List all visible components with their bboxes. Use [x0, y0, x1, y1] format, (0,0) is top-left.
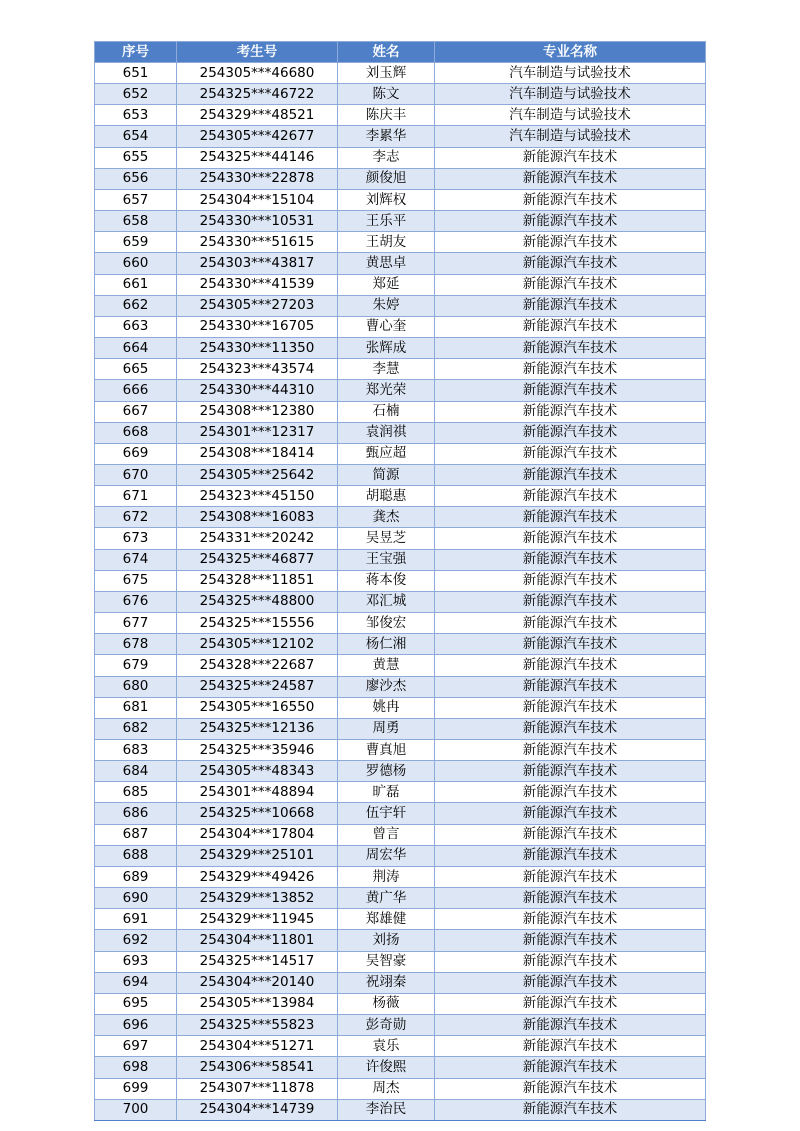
cell-name: 周杰	[338, 1078, 435, 1099]
table-row	[95, 993, 706, 1014]
cell-serial-number: 678	[95, 634, 177, 655]
table-row	[95, 486, 706, 507]
cell-major: 新能源汽车技术	[435, 528, 706, 549]
cell-serial-number: 689	[95, 866, 177, 887]
table-row	[95, 1099, 706, 1120]
cell-name: 杨薇	[338, 993, 435, 1014]
table-row	[95, 570, 706, 591]
cell-major: 新能源汽车技术	[435, 824, 706, 845]
cell-name: 祝翊秦	[338, 972, 435, 993]
cell-name: 刘扬	[338, 930, 435, 951]
cell-major: 新能源汽车技术	[435, 613, 706, 634]
cell-candidate-number: 254329***25101	[177, 845, 338, 866]
table-row	[95, 824, 706, 845]
cell-name: 曹真旭	[338, 740, 435, 761]
cell-candidate-number: 254330***11350	[177, 338, 338, 359]
cell-major: 新能源汽车技术	[435, 443, 706, 464]
cell-name: 许俊熙	[338, 1057, 435, 1078]
table-row	[95, 189, 706, 210]
cell-name: 胡聪惠	[338, 486, 435, 507]
cell-name: 周勇	[338, 718, 435, 739]
cell-candidate-number: 254330***16705	[177, 316, 338, 337]
cell-candidate-number: 254305***12102	[177, 634, 338, 655]
cell-name: 陈文	[338, 84, 435, 105]
cell-name: 张辉成	[338, 338, 435, 359]
header-candidate-number: 考生号	[177, 42, 338, 63]
cell-major: 新能源汽车技术	[435, 464, 706, 485]
cell-name: 石楠	[338, 401, 435, 422]
cell-major: 新能源汽车技术	[435, 211, 706, 232]
cell-major: 新能源汽车技术	[435, 274, 706, 295]
cell-candidate-number: 254308***12380	[177, 401, 338, 422]
cell-serial-number: 663	[95, 316, 177, 337]
cell-serial-number: 662	[95, 295, 177, 316]
cell-candidate-number: 254304***14739	[177, 1099, 338, 1120]
cell-name: 颜俊旭	[338, 168, 435, 189]
cell-serial-number: 665	[95, 359, 177, 380]
cell-serial-number: 675	[95, 570, 177, 591]
cell-major: 新能源汽车技术	[435, 507, 706, 528]
cell-candidate-number: 254331***20242	[177, 528, 338, 549]
cell-candidate-number: 254325***15556	[177, 613, 338, 634]
cell-serial-number: 652	[95, 84, 177, 105]
cell-serial-number: 669	[95, 443, 177, 464]
table-row	[95, 803, 706, 824]
cell-serial-number: 693	[95, 951, 177, 972]
cell-candidate-number: 254308***16083	[177, 507, 338, 528]
cell-candidate-number: 254305***13984	[177, 993, 338, 1014]
cell-candidate-number: 254325***10668	[177, 803, 338, 824]
cell-candidate-number: 254330***41539	[177, 274, 338, 295]
table-row	[95, 909, 706, 930]
cell-name: 李慧	[338, 359, 435, 380]
cell-major: 新能源汽车技术	[435, 951, 706, 972]
cell-serial-number: 667	[95, 401, 177, 422]
cell-major: 新能源汽车技术	[435, 740, 706, 761]
cell-candidate-number: 254305***46680	[177, 63, 338, 84]
table-row	[95, 613, 706, 634]
cell-major: 新能源汽车技术	[435, 168, 706, 189]
cell-serial-number: 668	[95, 422, 177, 443]
cell-candidate-number: 254304***20140	[177, 972, 338, 993]
cell-major: 新能源汽车技术	[435, 189, 706, 210]
cell-serial-number: 654	[95, 126, 177, 147]
table-row	[95, 253, 706, 274]
cell-major: 新能源汽车技术	[435, 359, 706, 380]
cell-name: 廖沙杰	[338, 676, 435, 697]
cell-name: 李志	[338, 147, 435, 168]
cell-name: 郑雄健	[338, 909, 435, 930]
cell-major: 新能源汽车技术	[435, 993, 706, 1014]
cell-major: 汽车制造与试验技术	[435, 63, 706, 84]
cell-major: 汽车制造与试验技术	[435, 126, 706, 147]
cell-name: 杨仁湘	[338, 634, 435, 655]
cell-name: 甄应超	[338, 443, 435, 464]
cell-candidate-number: 254304***11801	[177, 930, 338, 951]
table-row	[95, 655, 706, 676]
cell-name: 周宏华	[338, 845, 435, 866]
table-row	[95, 1036, 706, 1057]
cell-serial-number: 653	[95, 105, 177, 126]
header-major: 专业名称	[435, 42, 706, 63]
cell-major: 新能源汽车技术	[435, 295, 706, 316]
cell-major: 新能源汽车技术	[435, 591, 706, 612]
cell-major: 新能源汽车技术	[435, 316, 706, 337]
table-row	[95, 866, 706, 887]
cell-serial-number: 695	[95, 993, 177, 1014]
table-row	[95, 105, 706, 126]
table-row	[95, 147, 706, 168]
cell-name: 刘辉权	[338, 189, 435, 210]
cell-name: 简源	[338, 464, 435, 485]
cell-serial-number: 655	[95, 147, 177, 168]
table-row	[95, 676, 706, 697]
cell-name: 王宝强	[338, 549, 435, 570]
cell-name: 曾言	[338, 824, 435, 845]
cell-major: 新能源汽车技术	[435, 761, 706, 782]
table-row	[95, 761, 706, 782]
cell-serial-number: 676	[95, 591, 177, 612]
cell-major: 新能源汽车技术	[435, 1057, 706, 1078]
cell-name: 黄慧	[338, 655, 435, 676]
cell-serial-number: 659	[95, 232, 177, 253]
table-row	[95, 591, 706, 612]
cell-name: 黄广华	[338, 888, 435, 909]
cell-name: 李治民	[338, 1099, 435, 1120]
admission-list-table	[94, 41, 706, 1121]
cell-major: 新能源汽车技术	[435, 1015, 706, 1036]
cell-name: 李累华	[338, 126, 435, 147]
cell-name: 伍宇轩	[338, 803, 435, 824]
table-row	[95, 888, 706, 909]
cell-major: 新能源汽车技术	[435, 401, 706, 422]
cell-serial-number: 694	[95, 972, 177, 993]
table-row	[95, 464, 706, 485]
cell-name: 彭奇勋	[338, 1015, 435, 1036]
cell-serial-number: 696	[95, 1015, 177, 1036]
cell-name: 郑延	[338, 274, 435, 295]
cell-major: 汽车制造与试验技术	[435, 105, 706, 126]
cell-major: 新能源汽车技术	[435, 718, 706, 739]
cell-candidate-number: 254328***11851	[177, 570, 338, 591]
table-row	[95, 295, 706, 316]
header-row	[95, 42, 706, 63]
cell-serial-number: 690	[95, 888, 177, 909]
table-row	[95, 84, 706, 105]
cell-major: 新能源汽车技术	[435, 570, 706, 591]
cell-serial-number: 661	[95, 274, 177, 295]
cell-major: 新能源汽车技术	[435, 1099, 706, 1120]
cell-serial-number: 657	[95, 189, 177, 210]
cell-serial-number: 677	[95, 613, 177, 634]
cell-serial-number: 700	[95, 1099, 177, 1120]
cell-major: 新能源汽车技术	[435, 549, 706, 570]
cell-candidate-number: 254305***48343	[177, 761, 338, 782]
cell-name: 陈庆丰	[338, 105, 435, 126]
cell-candidate-number: 254330***10531	[177, 211, 338, 232]
cell-major: 新能源汽车技术	[435, 634, 706, 655]
cell-major: 新能源汽车技术	[435, 147, 706, 168]
table-row	[95, 718, 706, 739]
cell-major: 新能源汽车技术	[435, 422, 706, 443]
cell-major: 新能源汽车技术	[435, 486, 706, 507]
cell-serial-number: 683	[95, 740, 177, 761]
cell-major: 新能源汽车技术	[435, 1036, 706, 1057]
cell-candidate-number: 254303***43817	[177, 253, 338, 274]
cell-name: 姚冉	[338, 697, 435, 718]
cell-serial-number: 673	[95, 528, 177, 549]
cell-candidate-number: 254304***15104	[177, 189, 338, 210]
cell-major: 新能源汽车技术	[435, 909, 706, 930]
cell-major: 新能源汽车技术	[435, 972, 706, 993]
cell-serial-number: 656	[95, 168, 177, 189]
table-row	[95, 359, 706, 380]
cell-candidate-number: 254304***17804	[177, 824, 338, 845]
cell-candidate-number: 254325***35946	[177, 740, 338, 761]
cell-candidate-number: 254305***16550	[177, 697, 338, 718]
cell-name: 吴智豪	[338, 951, 435, 972]
cell-major: 新能源汽车技术	[435, 888, 706, 909]
table-row	[95, 1078, 706, 1099]
table-row	[95, 740, 706, 761]
cell-major: 新能源汽车技术	[435, 697, 706, 718]
table-row	[95, 316, 706, 337]
cell-name: 邹俊宏	[338, 613, 435, 634]
cell-candidate-number: 254305***25642	[177, 464, 338, 485]
cell-name: 邓汇城	[338, 591, 435, 612]
cell-serial-number: 658	[95, 211, 177, 232]
cell-serial-number: 699	[95, 1078, 177, 1099]
table-row	[95, 401, 706, 422]
table-row	[95, 274, 706, 295]
cell-major: 新能源汽车技术	[435, 1078, 706, 1099]
cell-serial-number: 680	[95, 676, 177, 697]
cell-candidate-number: 254305***42677	[177, 126, 338, 147]
cell-candidate-number: 254304***51271	[177, 1036, 338, 1057]
table-row	[95, 634, 706, 655]
cell-serial-number: 687	[95, 824, 177, 845]
cell-major: 新能源汽车技术	[435, 782, 706, 803]
table-row	[95, 168, 706, 189]
cell-major: 新能源汽车技术	[435, 253, 706, 274]
table-header	[95, 42, 706, 63]
table-row	[95, 422, 706, 443]
cell-candidate-number: 254301***12317	[177, 422, 338, 443]
cell-serial-number: 679	[95, 655, 177, 676]
cell-name: 刘玉辉	[338, 63, 435, 84]
cell-candidate-number: 254325***46722	[177, 84, 338, 105]
cell-candidate-number: 254329***11945	[177, 909, 338, 930]
cell-candidate-number: 254325***12136	[177, 718, 338, 739]
cell-candidate-number: 254330***51615	[177, 232, 338, 253]
cell-candidate-number: 254329***49426	[177, 866, 338, 887]
cell-candidate-number: 254308***18414	[177, 443, 338, 464]
cell-candidate-number: 254325***55823	[177, 1015, 338, 1036]
cell-major: 新能源汽车技术	[435, 232, 706, 253]
table-row	[95, 338, 706, 359]
table-body	[95, 63, 706, 1121]
cell-name: 郑光荣	[338, 380, 435, 401]
cell-major: 新能源汽车技术	[435, 655, 706, 676]
table-row	[95, 1057, 706, 1078]
cell-serial-number: 660	[95, 253, 177, 274]
cell-candidate-number: 254325***44146	[177, 147, 338, 168]
table-row	[95, 782, 706, 803]
table-row	[95, 211, 706, 232]
cell-serial-number: 681	[95, 697, 177, 718]
table-row	[95, 549, 706, 570]
cell-serial-number: 692	[95, 930, 177, 951]
cell-name: 吴昱芝	[338, 528, 435, 549]
cell-major: 新能源汽车技术	[435, 676, 706, 697]
cell-major: 新能源汽车技术	[435, 380, 706, 401]
cell-candidate-number: 254328***22687	[177, 655, 338, 676]
cell-name: 黄思卓	[338, 253, 435, 274]
cell-name: 王乐平	[338, 211, 435, 232]
table-row	[95, 507, 706, 528]
cell-serial-number: 651	[95, 63, 177, 84]
cell-name: 罗德杨	[338, 761, 435, 782]
cell-candidate-number: 254301***48894	[177, 782, 338, 803]
cell-candidate-number: 254330***22878	[177, 168, 338, 189]
cell-serial-number: 674	[95, 549, 177, 570]
cell-serial-number: 664	[95, 338, 177, 359]
cell-serial-number: 686	[95, 803, 177, 824]
cell-candidate-number: 254325***14517	[177, 951, 338, 972]
table-row	[95, 930, 706, 951]
cell-major: 新能源汽车技术	[435, 803, 706, 824]
cell-major: 汽车制造与试验技术	[435, 84, 706, 105]
table-row	[95, 443, 706, 464]
header-serial-number: 序号	[95, 42, 177, 63]
cell-major: 新能源汽车技术	[435, 845, 706, 866]
cell-serial-number: 682	[95, 718, 177, 739]
table-row	[95, 1015, 706, 1036]
cell-serial-number: 666	[95, 380, 177, 401]
cell-serial-number: 688	[95, 845, 177, 866]
cell-candidate-number: 254325***24587	[177, 676, 338, 697]
cell-candidate-number: 254323***43574	[177, 359, 338, 380]
cell-name: 袁润祺	[338, 422, 435, 443]
table-row	[95, 951, 706, 972]
cell-candidate-number: 254306***58541	[177, 1057, 338, 1078]
cell-name: 荆涛	[338, 866, 435, 887]
cell-major: 新能源汽车技术	[435, 338, 706, 359]
table-row	[95, 845, 706, 866]
cell-candidate-number: 254323***45150	[177, 486, 338, 507]
cell-candidate-number: 254307***11878	[177, 1078, 338, 1099]
cell-serial-number: 691	[95, 909, 177, 930]
table-row	[95, 972, 706, 993]
table-row	[95, 380, 706, 401]
table-row	[95, 232, 706, 253]
cell-serial-number: 697	[95, 1036, 177, 1057]
table-row	[95, 528, 706, 549]
cell-candidate-number: 254325***48800	[177, 591, 338, 612]
cell-candidate-number: 254325***46877	[177, 549, 338, 570]
cell-candidate-number: 254330***44310	[177, 380, 338, 401]
cell-candidate-number: 254329***48521	[177, 105, 338, 126]
table-row	[95, 126, 706, 147]
cell-serial-number: 671	[95, 486, 177, 507]
cell-serial-number: 672	[95, 507, 177, 528]
cell-serial-number: 684	[95, 761, 177, 782]
cell-serial-number: 670	[95, 464, 177, 485]
cell-candidate-number: 254329***13852	[177, 888, 338, 909]
cell-name: 龚杰	[338, 507, 435, 528]
cell-candidate-number: 254305***27203	[177, 295, 338, 316]
cell-name: 曹心奎	[338, 316, 435, 337]
cell-name: 蒋本俊	[338, 570, 435, 591]
cell-name: 朱婷	[338, 295, 435, 316]
cell-serial-number: 698	[95, 1057, 177, 1078]
cell-major: 新能源汽车技术	[435, 866, 706, 887]
cell-name: 袁乐	[338, 1036, 435, 1057]
table-row	[95, 697, 706, 718]
cell-serial-number: 685	[95, 782, 177, 803]
cell-name: 旷磊	[338, 782, 435, 803]
cell-name: 王胡友	[338, 232, 435, 253]
header-name: 姓名	[338, 42, 435, 63]
cell-major: 新能源汽车技术	[435, 930, 706, 951]
table-row	[95, 63, 706, 84]
